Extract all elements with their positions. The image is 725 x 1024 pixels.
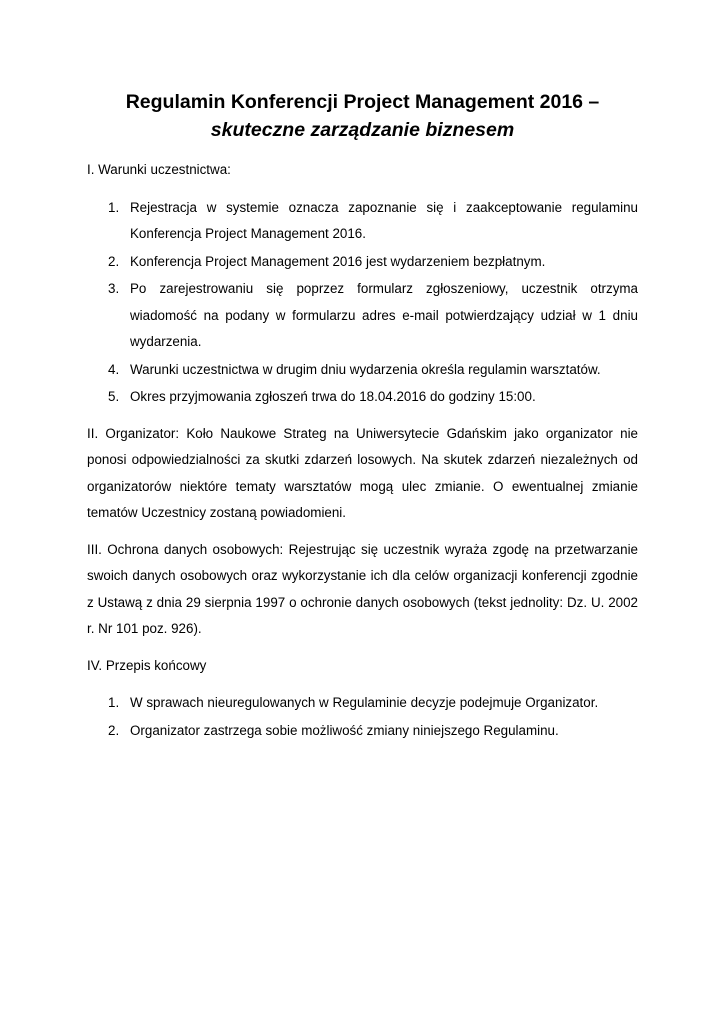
section-participation-conditions (87, 157, 638, 411)
section-heading-participation: I. Warunki uczestnictwa: (87, 162, 231, 177)
list-item-number: 5. (108, 389, 120, 404)
document-page (87, 88, 638, 754)
list-item (87, 276, 638, 356)
list-item (87, 718, 638, 745)
list-item-number: 3. (108, 281, 120, 296)
document-title (87, 88, 638, 144)
title-line-1: Regulamin Konferencji Project Management 2016 – (125, 91, 600, 113)
list-item-text: Rejestracja w systemie oznacza zapoznanie się i zaakceptowanie regulaminu Konferencja Project Management 2016. (130, 199, 638, 241)
list-item-text: W sprawach nieuregulowanych w Regulaminie decyzje podejmuje Organizator. (130, 695, 599, 710)
list-item-number: 1. (108, 199, 120, 215)
list-item-text: Organizator zastrzega sobie możliwość zmiany niniejszego Regulaminu. (130, 722, 559, 738)
list-item (87, 690, 638, 717)
section-final-provisions (87, 653, 638, 745)
list-item-text: Warunki uczestnictwa w drugim dniu wydarzenia określa regulamin warsztatów. (130, 361, 601, 377)
list-item-number: 1. (108, 695, 120, 710)
section-organizer: II. Organizator: Koło Naukowe Strateg na Uniwersytecie Gdańskim jako organizator nie ponosi odpowiedzialności za skutki zdarzeń losowych. Na skutek zdarzeń niezależnych od organizatorów niektóre tematy warsztatów mogą ulec zmianie. O ewentualnej zmianie tematów Uczestnicy zostaną powiadomieni. (87, 425, 638, 520)
list-item (87, 384, 638, 411)
list-item-number: 2. (108, 253, 120, 269)
list-item-text: Okres przyjmowania zgłoszeń trwa do 18.04.2016 do godziny 15:00. (130, 389, 536, 404)
list-item (87, 249, 638, 276)
final-provisions-list (87, 690, 638, 744)
title-line-2-subtitle: skuteczne zarządzanie biznesem (210, 119, 515, 141)
list-item-text: Po zarejestrowaniu się poprzez formularz zgłoszeniowy, uczestnik otrzyma wiadomość na podany w formularzu adres e-mail potwierdzający udział w 1 dniu wydarzenia. (130, 281, 638, 349)
list-item-number: 2. (108, 722, 120, 738)
list-item-number: 4. (108, 361, 120, 377)
list-item (87, 357, 638, 384)
participation-conditions-list (87, 195, 638, 411)
section-heading-final-provisions: IV. Przepis końcowy (87, 657, 207, 673)
list-item (87, 195, 638, 248)
section-data-protection: III. Ochrona danych osobowych: Rejestrując się uczestnik wyraża zgodę na przetwarzanie swoich danych osobowych oraz wykorzystanie ich dla celów organizacji konferencji zgodnie z Ustawą z dnia 29 sierpnia 1997 o ochronie danych osobowych (tekst jednolity: Dz. U. 2002 r. Nr 101 poz. 926). (87, 541, 638, 636)
list-item-text: Konferencja Project Management 2016 jest wydarzeniem bezpłatnym. (130, 253, 546, 269)
